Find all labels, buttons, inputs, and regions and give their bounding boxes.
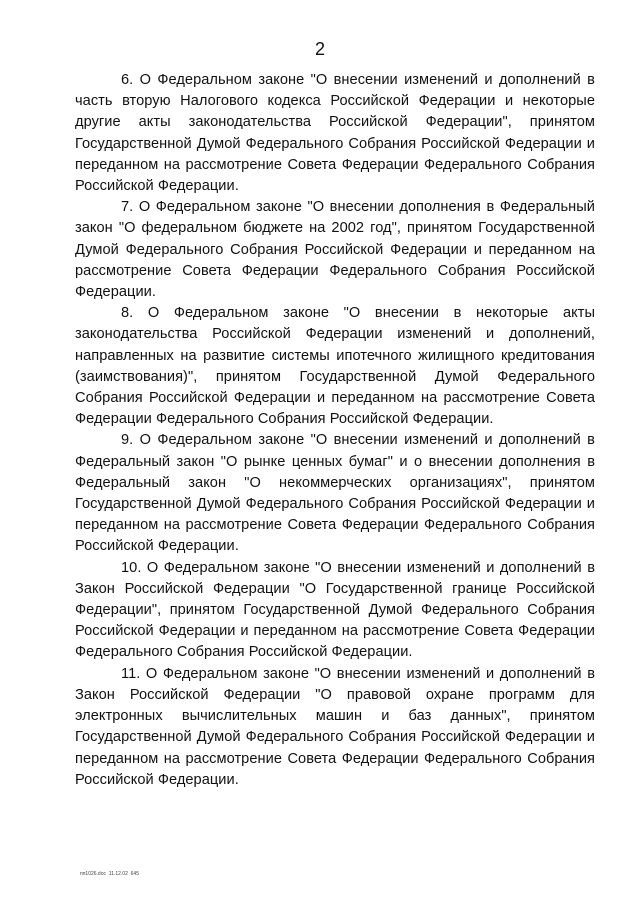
agenda-item-6: 6. О Федеральном законе "О внесении изменений и дополнений в часть вторую Налогового кодекса Российской Федерации и некоторые другие акты законодательства Российской Федерации", принятом Государственной Думой Федерального Собрания Российской Федерации и переданном на рассмотрение Совета Федерации Федерального Собрания Российской Федерации. xyxy=(75,72,595,195)
agenda-item-8: 8. О Федеральном законе "О внесении в некоторые акты законодательства Российской Федерации изменений и дополнений, направленных на развитие системы ипотечного жилищного кредитования (заимствования)", принятом Государственной Думой Федерального Собрания Российской Федерации и переданном на рассмотрение Совета Федерации Федерального Собрания Российской Федерации. xyxy=(75,305,595,428)
footer-code: 645 xyxy=(130,871,139,877)
agenda-item-11: 11. О Федеральном законе "О внесении изменений и дополнений в Закон Российской Федерации "О правовой охране программ для электронных вычислительных машин и баз данных", принятом Государственной Думой Федерального Собрания Российской Федерации и переданном на рассмотрение Совета Федерации Федерального Собрания Российской Федерации. xyxy=(75,665,595,788)
footer-filename: пп1026.doc xyxy=(80,871,106,877)
agenda-item-9: 9. О Федеральном законе "О внесении изменений и дополнений в Федеральный закон "О рынке ценных бумаг" и о внесении дополнения в Федеральный закон "О некоммерческих организациях", принятом Государственной Думой Федерального Собрания Российской Федерации и переданном на рассмотрение Совета Федерации Федерального Собрания Российской Федерации. xyxy=(75,432,595,555)
page-number: 2 xyxy=(314,39,325,59)
agenda-item-10: 10. О Федеральном законе "О внесении изменений и дополнений в Закон Российской Федерации "О Государственной границе Российской Федерации", принятом Государственной Думой Федерального Собрания Российской Федерации и переданном на рассмотрение Совета Федерации Федерального Собрания Российской Федерации. xyxy=(75,559,595,661)
footer-date: 11.12.02 xyxy=(108,871,128,877)
document-body xyxy=(75,70,595,791)
agenda-item-7: 7. О Федеральном законе "О внесении дополнения в Федеральный закон "О федеральном бюджете на 2002 год", принятом Государственной Думой Федерального Собрания Российской Федерации и переданном на рассмотрение Совета Федерации Федерального Собрания Российской Федерации. xyxy=(75,199,595,301)
document-footer xyxy=(80,871,139,878)
